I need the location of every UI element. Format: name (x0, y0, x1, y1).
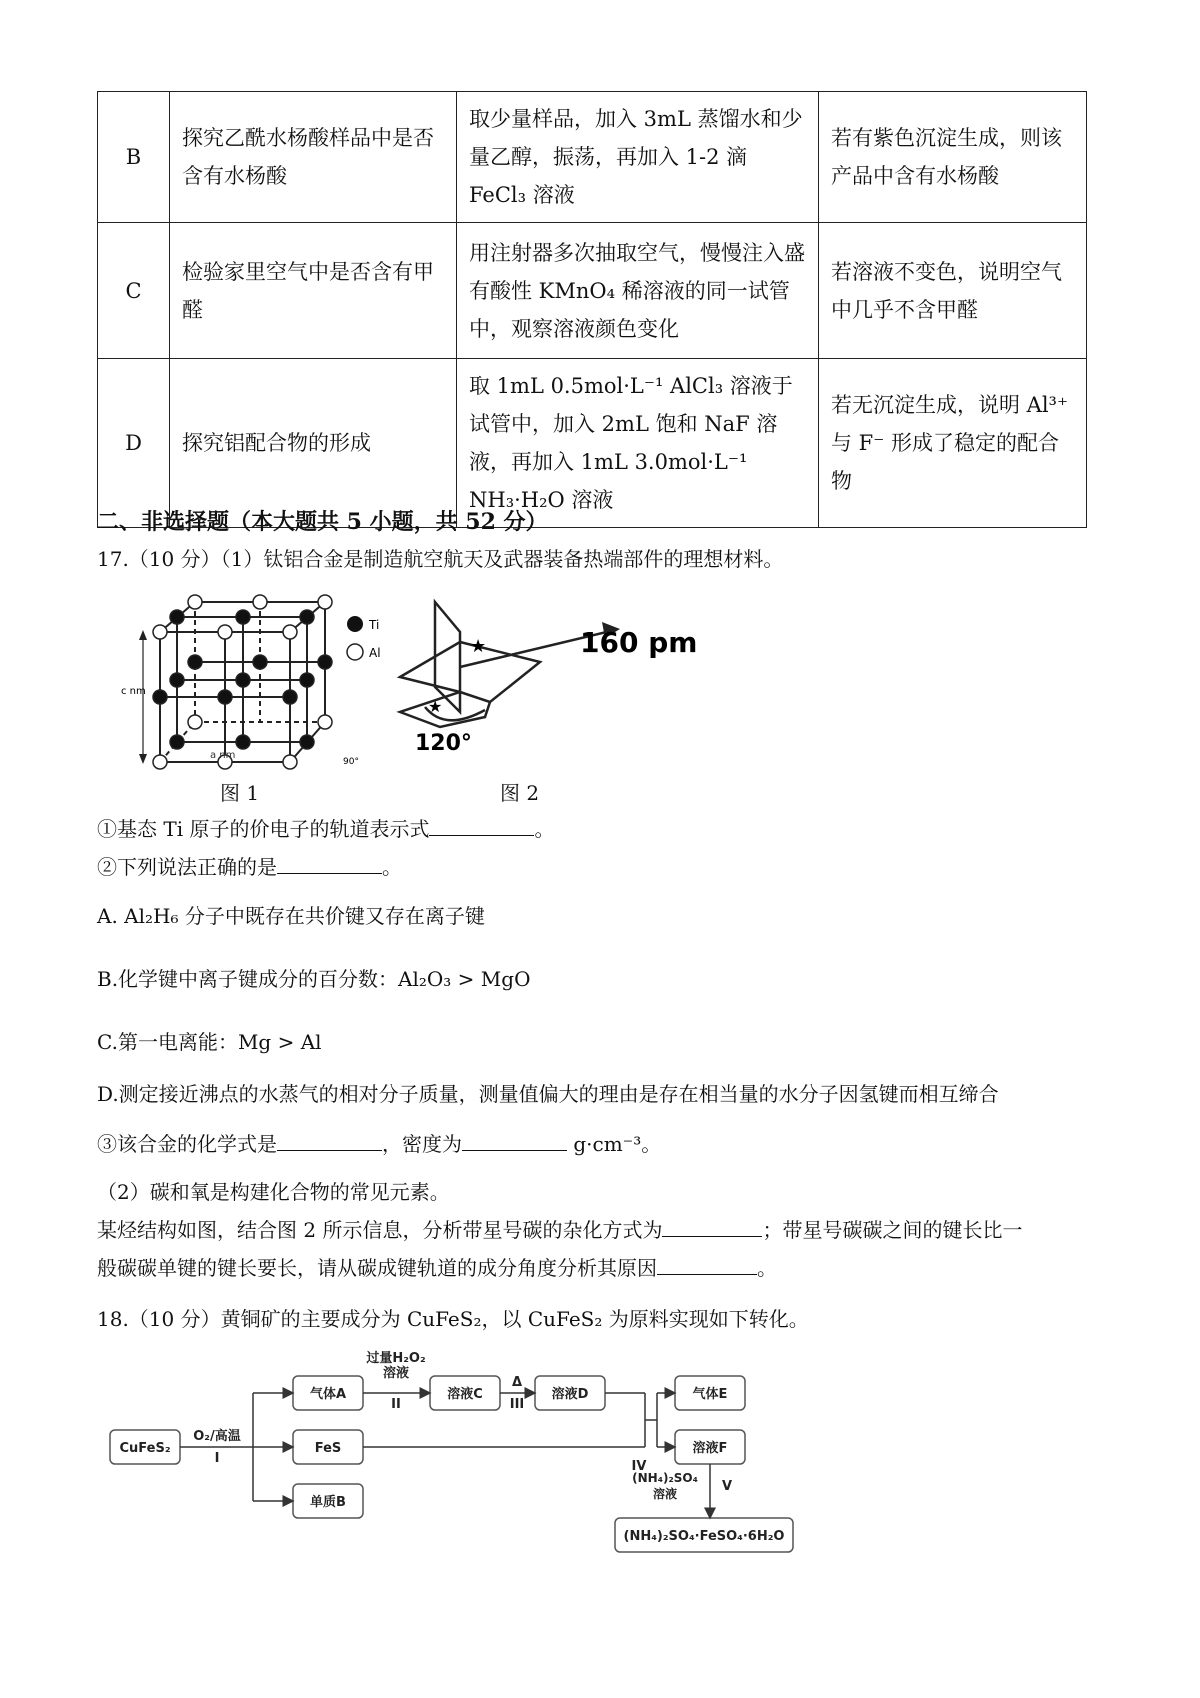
figure-2-caption: 图 2 (500, 781, 540, 805)
node-product: (NH₄)₂SO₄·FeSO₄·6H₂O (623, 1529, 785, 1544)
option-c: C.第一电离能：Mg > Al (97, 1030, 322, 1054)
c-dimension-label: c nm (121, 686, 146, 697)
step-3: III (509, 1397, 525, 1412)
answer-blank[interactable] (657, 1256, 757, 1275)
row-label: C (98, 223, 170, 359)
operation-cell: 取少量样品，加入 3mL 蒸馏水和少量乙醇，振荡，再加入 1-2 滴 FeCl₃ 溶液 (457, 92, 819, 223)
purpose-cell: 探究乙酰水杨酸样品中是否含有水杨酸 (170, 92, 457, 223)
answer-blank[interactable] (277, 1132, 382, 1151)
angle-label: 90° (343, 757, 359, 767)
table-row (98, 223, 1087, 359)
option-b: B.化学键中离子键成分的百分数：Al₂O₃ > MgO (97, 967, 531, 991)
option-d: D.测定接近沸点的水蒸气的相对分子质量，测量值偏大的理由是存在相当量的水分子因氢键而相互缔合 (97, 1082, 999, 1106)
cond-5a: (NH₄)₂SO₄ (632, 1471, 698, 1485)
cond-2b: 溶液 (382, 1366, 410, 1381)
cond-5b: 溶液 (652, 1487, 678, 1501)
figure-2-bond-geometry (390, 592, 720, 762)
q17-sub2: ②下列说法正确的是 。 (97, 855, 402, 879)
q17-sub3: ③该合金的化学式是 ，密度为 g·cm⁻³。 (97, 1132, 662, 1156)
node-gas-a: 气体A (309, 1387, 347, 1402)
purpose-cell: 探究铝配合物的形成 (170, 359, 457, 528)
figure-1-caption: 图 1 (220, 781, 260, 805)
bond-length-label: 160 pm (580, 626, 698, 659)
conclusion-cell: 若无沉淀生成，说明 Al³⁺ 与 F⁻ 形成了稳定的配合物 (819, 359, 1087, 528)
node-start: CuFeS₂ (119, 1441, 171, 1456)
purpose-cell: 检验家里空气中是否含有甲醛 (170, 223, 457, 359)
legend-ti: Ti (369, 618, 380, 632)
row-label: D (98, 359, 170, 528)
a-dimension-label: a nm (210, 750, 236, 761)
section-title: 二、非选择题（本大题共 5 小题，共 52 分） (97, 509, 548, 535)
conclusion-cell: 若溶液不变色，说明空气中几乎不含甲醛 (819, 223, 1087, 359)
step-4: IV (631, 1459, 647, 1474)
node-gas-e: 气体E (692, 1387, 728, 1402)
answer-blank[interactable] (277, 855, 382, 874)
node-fes: FeS (314, 1441, 342, 1456)
cond-2a: 过量H₂O₂ (366, 1351, 426, 1366)
answer-blank[interactable] (462, 1132, 567, 1151)
option-a: A. Al₂H₆ 分子中既存在共价键又存在离子键 (97, 904, 485, 928)
figure-1-crystal-cell (115, 582, 405, 767)
answer-blank[interactable] (662, 1218, 762, 1237)
table-row (98, 359, 1087, 528)
q17-sub1: ①基态 Ti 原子的价电子的轨道表示式 。 (97, 817, 555, 841)
q17-part2-title: （2）碳和氧是构建化合物的常见元素。 (97, 1180, 450, 1204)
step-2: II (391, 1397, 401, 1412)
node-sol-d: 溶液D (551, 1387, 589, 1402)
star-icon: ★ (470, 636, 487, 657)
q17-intro: 17.（10 分）（1）钛铝合金是制造航空航天及武器装备热端部件的理想材料。 (97, 547, 784, 571)
bond-angle-label: 120° (415, 731, 472, 756)
experiment-table (97, 91, 1087, 528)
q17-part2-line1: 某烃结构如图，结合图 2 所示信息，分析带星号碳的杂化方式为 ；带星号碳碳之间的键长比一 (97, 1218, 1023, 1242)
node-solid-b: 单质B (310, 1495, 346, 1510)
table-row (98, 92, 1087, 223)
q17-part2-line2: 般碳碳单键的键长要长，请从碳成键轨道的成分角度分析其原因 。 (97, 1256, 777, 1280)
conclusion-cell: 若有紫色沉淀生成，则该产品中含有水杨酸 (819, 92, 1087, 223)
operation-cell: 用注射器多次抽取空气，慢慢注入盛有酸性 KMnO₄ 稀溶液的同一试管中，观察溶液颜色变化 (457, 223, 819, 359)
q18-intro: 18.（10 分）黄铜矿的主要成分为 CuFeS₂，以 CuFeS₂ 为原料实现如下转化。 (97, 1307, 809, 1331)
answer-blank[interactable] (429, 817, 534, 836)
q18-flow-chart (105, 1350, 825, 1565)
cond-1: O₂/高温 (193, 1429, 241, 1444)
operation-cell: 取 1mL 0.5mol·L⁻¹ AlCl₃ 溶液于试管中，加入 2mL 饱和 NaF 溶液，再加入 1mL 3.0mol·L⁻¹ NH₃·H₂O 溶液 (457, 359, 819, 528)
cond-3: Δ (511, 1375, 523, 1390)
node-sol-c: 溶液C (447, 1387, 483, 1402)
star-icon: ★ (428, 697, 443, 716)
node-sol-f: 溶液F (692, 1441, 728, 1456)
step-5: V (721, 1479, 733, 1494)
row-label: B (98, 92, 170, 223)
step-1: I (214, 1451, 220, 1466)
legend-al: Al (369, 646, 381, 660)
